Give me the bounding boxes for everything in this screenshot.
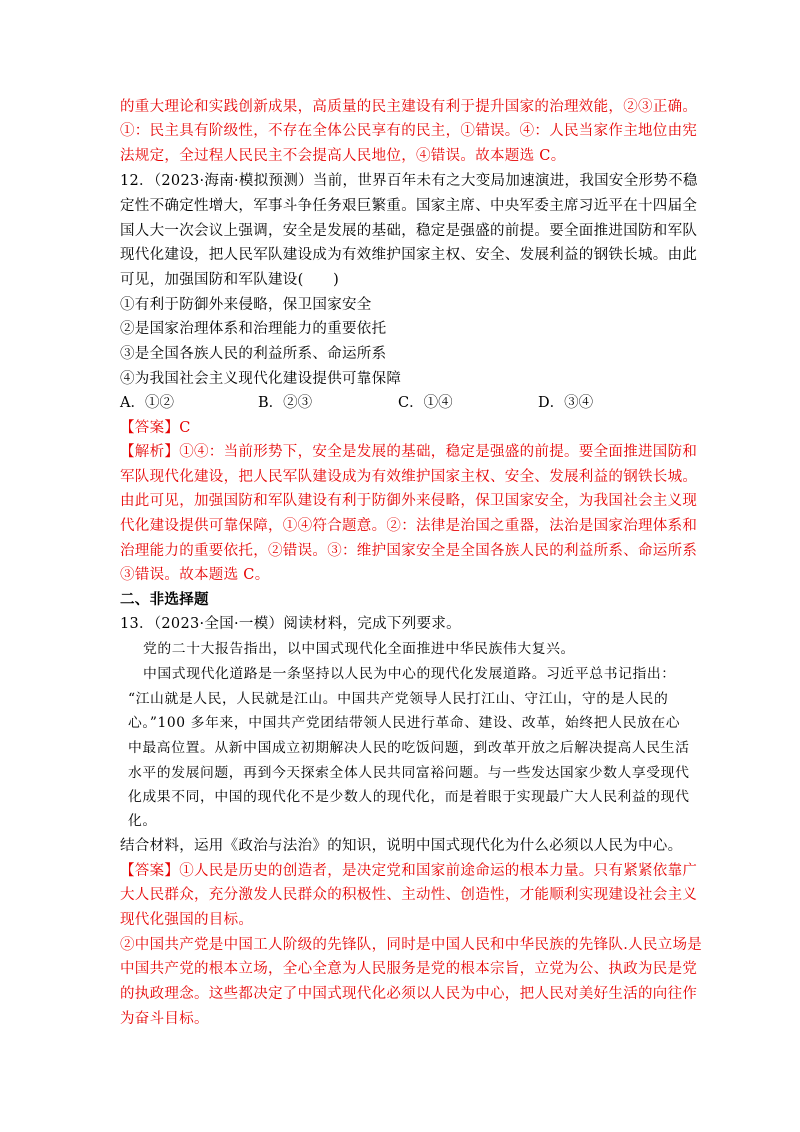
q12-stem-line: 可见，加强国防和军队建设( ) — [120, 272, 340, 288]
q12-statement: ②是国家治理体系和治理能力的重要依托 — [120, 321, 387, 337]
prev-analysis-line: 的重大理论和实践创新成果，高质量的民主建设有利于提升国家的治理效能，②③正确。 — [120, 99, 698, 115]
q12-stem-line: 现代化建设，把人民军队建设成为有效维护国家主权、安全、发展利益的钢铁长城。由此 — [120, 247, 698, 263]
section-title: 二、非选择题 — [120, 591, 209, 608]
q13-material-line: 中国式现代化道路是一条坚持以人民为中心的现代化发展道路。习近平总书记指出： — [143, 666, 676, 682]
q13-requirement: 结合材料，运用《政治与法治》的知识，说明中国式现代化为什么必须以人民为中心。 — [120, 838, 683, 854]
q12-statement: ①有利于防御外来侵略，保卫国家安全 — [120, 297, 372, 313]
q13-answer-line: 的执政理念。这些都决定了中国式现代化必须以人民为中心，把人民对美好生活的向往作 — [120, 986, 698, 1002]
q13-material-line: 水平的发展问题，再到今天探索全体人民共同富裕问题。与一些发达国家少数人享受现代 — [128, 765, 690, 781]
q13-answer-line: 【答案】①人民是历史的创造者，是决定党和国家前途命运的根本力量。只有紧紧依靠广 — [120, 863, 698, 879]
q13-answer-line: 大人民群众，充分激发人民群众的积极性、主动性、创造性，才能顺利实现建设社会主义 — [120, 887, 698, 903]
q13-answer-line: 现代化强国的目标。 — [120, 912, 254, 928]
q12-answer: 【答案】C — [120, 420, 191, 436]
q12-analysis-line: 由此可见，加强国防和军队建设有利于防御外来侵略，保卫国家安全，为我国社会主义现 — [120, 493, 698, 509]
q12-stem-line: 国人大一次会议上强调，安全是发展的基础，稳定是强盛的前提。要全面推进国防和军队 — [120, 223, 698, 239]
prev-analysis-line: ①：民主具有阶级性，不存在全体公民享有的民主，①错误。④：人民当家作主地位由宪 — [120, 123, 698, 139]
q13-material-line: 中最高位置。从新中国成立初期解决人民的吃饭问题，到改革开放之后解决提高人民生活 — [128, 740, 690, 756]
q13-material-line: “江山就是人民，人民就是江山。中国共产党领导人民打江山、守江山，守的是人民的 — [128, 691, 669, 707]
q12-stem-line: 定性不确定性增大，军事斗争任务艰巨繁重。国家主席、中央军委主席习近平在十四届全 — [120, 198, 698, 214]
q12-stem-line: 12．（2023·海南·模拟预测）当前，世界百年未有之大变局加速演进，我国安全形势不稳 — [120, 173, 698, 189]
q12-analysis-line: ③错误。故本题选 C。 — [120, 567, 270, 583]
choice-d: D．③④ — [538, 395, 594, 411]
choice-b: B．②③ — [258, 395, 313, 411]
q13-answer-line: 中国共产党的根本立场，全心全意为人民服务是党的根本宗旨，立党为公、执政为民是党 — [120, 961, 698, 977]
q13-material-line: 心。”100 多年来，中国共产党团结带领人民进行革命、建设、改革，始终把人民放在心 — [128, 715, 681, 731]
choice-c: C．①④ — [398, 395, 453, 411]
q13-answer-line: 为奋斗目标。 — [120, 1011, 209, 1027]
prev-analysis-line: 法规定，全过程人民民主不会提高人民地位，④错误。故本题选 C。 — [120, 148, 566, 164]
q13-material-line: 化。 — [128, 813, 157, 829]
q12-analysis-line: 军队现代化建设，把人民军队建设成为有效维护国家主权、安全、发展利益的钢铁长城。 — [120, 469, 698, 485]
q13-material-line: 化成果不同，中国的现代化不是少数人的现代化，而是着眼于实现最广大人民利益的现代 — [128, 789, 690, 805]
q13-answer-line: ②中国共产党是中国工人阶级的先锋队，同时是中国人民和中华民族的先锋队.人民立场是 — [120, 937, 703, 953]
q13-stem: 13．（2023·全国·一模）阅读材料，完成下列要求。 — [120, 616, 461, 632]
q12-statement: ④为我国社会主义现代化建设提供可靠保障 — [120, 371, 402, 387]
q12-analysis-line: 【解析】①④：当前形势下，安全是发展的基础，稳定是强盛的前提。要全面推进国防和 — [120, 444, 698, 460]
q13-material-line: 党的二十大报告指出，以中国式现代化全面推进中华民族伟大复兴。 — [143, 641, 575, 657]
q12-analysis-line: 治理能力的重要依托，②错误。③：维护国家安全是全国各族人民的利益所系、命运所系 — [120, 543, 698, 559]
choice-a: A．①② — [120, 395, 174, 411]
q12-analysis-line: 代化建设提供可靠保障，①④符合题意。②：法律是治国之重器，法治是国家治理体系和 — [120, 518, 698, 534]
q12-statement: ③是全国各族人民的利益所系、命运所系 — [120, 346, 387, 362]
